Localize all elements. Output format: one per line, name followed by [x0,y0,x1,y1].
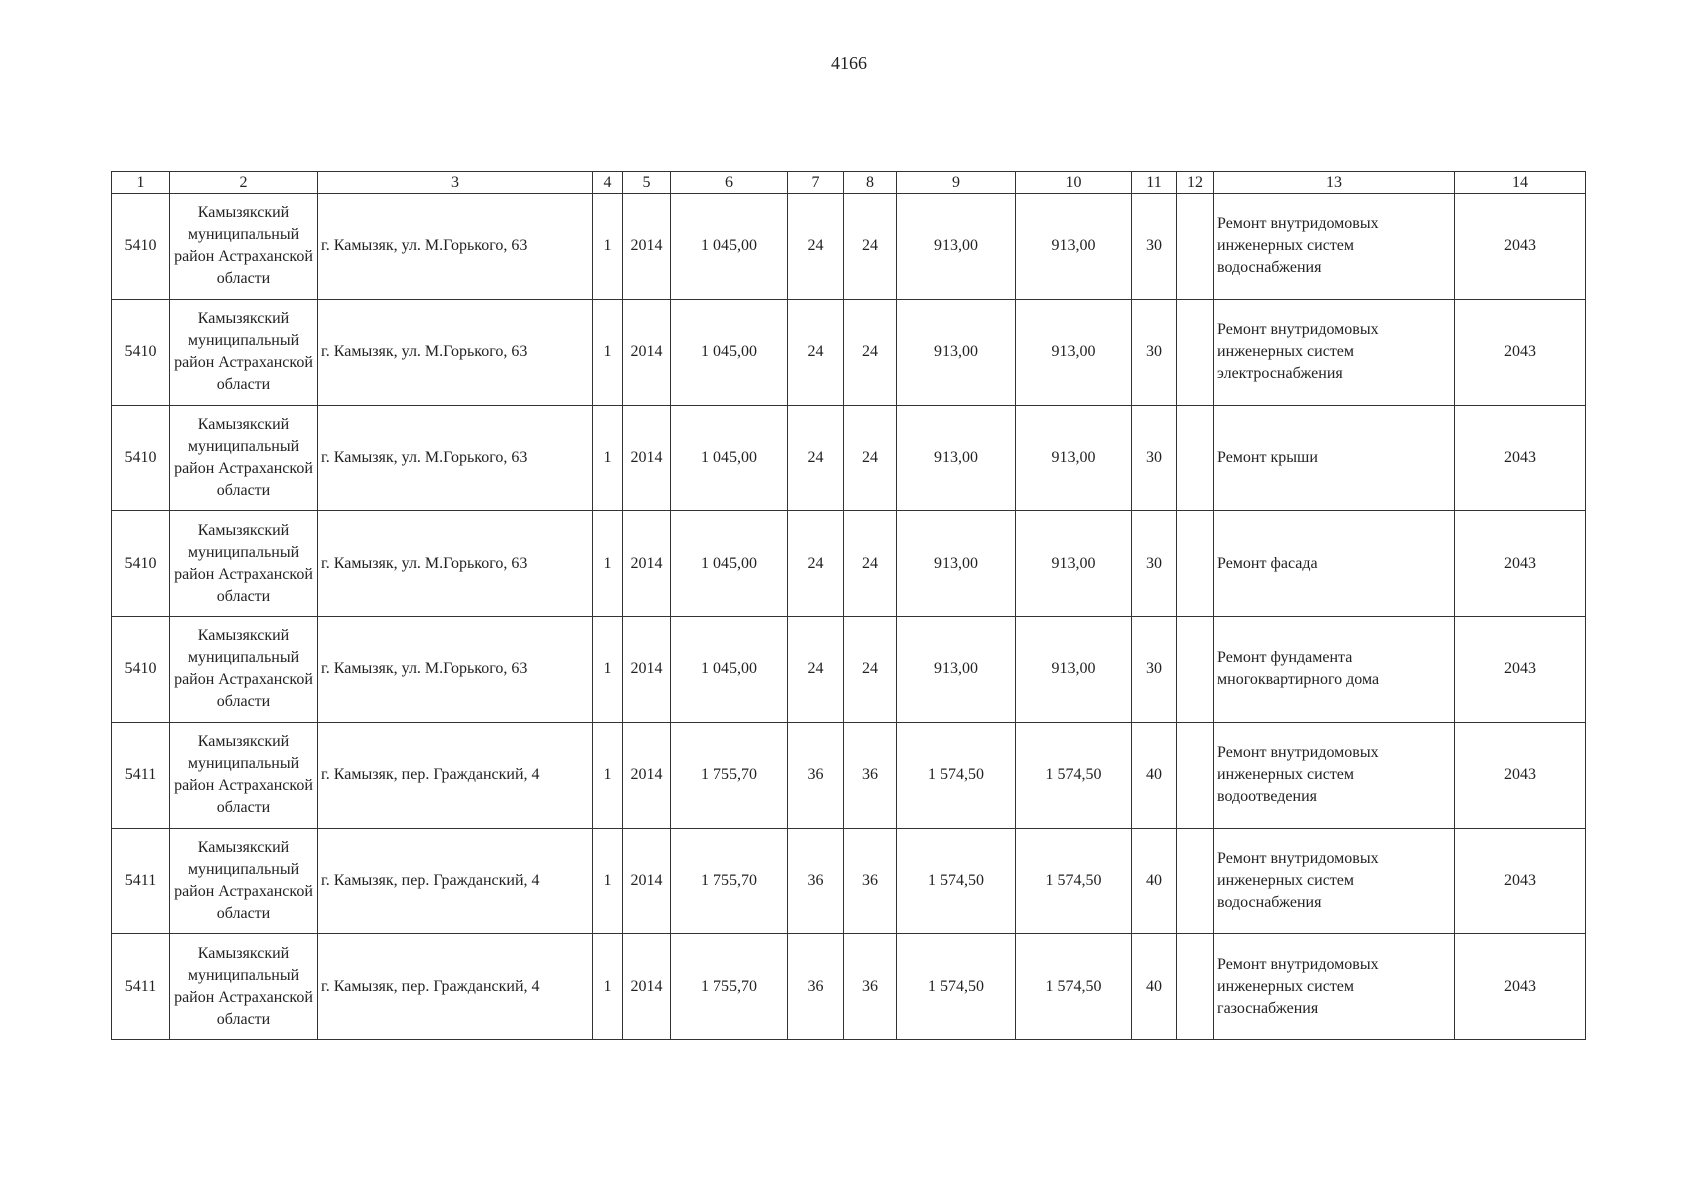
col7-cell: 36 [788,722,844,828]
district-cell: Камызякский муниципальный район Астраханской области [170,194,318,300]
table-row [112,617,1586,723]
col11-cell: 30 [1132,405,1177,511]
col8-cell: 24 [844,511,897,617]
col11-cell: 40 [1132,722,1177,828]
year-cell: 2014 [623,722,671,828]
page-number: 4166 [831,53,867,73]
address-cell: г. Камызяк, пер. Гражданский, 4 [318,828,593,934]
area-cell: 1 755,70 [671,722,788,828]
col10-cell: 1 574,50 [1016,828,1132,934]
year-cell: 2014 [623,511,671,617]
col10-cell: 913,00 [1016,511,1132,617]
col7-cell: 24 [788,405,844,511]
col10-cell: 1 574,50 [1016,722,1132,828]
year-cell: 2014 [623,299,671,405]
work-type-cell: Ремонт внутридомовых инженерных систем водоснабжения [1214,194,1455,300]
col9-cell: 913,00 [897,405,1016,511]
col4-cell: 1 [593,511,623,617]
row-id-cell: 5411 [112,828,170,934]
work-type-cell: Ремонт фундамента многоквартирного дома [1214,617,1455,723]
row-id-cell: 5411 [112,722,170,828]
row-id-cell: 5410 [112,511,170,617]
column-header: 9 [897,172,1016,194]
col12-cell [1177,511,1214,617]
address-cell: г. Камызяк, ул. М.Горького, 63 [318,511,593,617]
address-cell: г. Камызяк, ул. М.Горького, 63 [318,194,593,300]
end-year-cell: 2043 [1455,617,1586,723]
work-type-cell: Ремонт внутридомовых инженерных систем водоснабжения [1214,828,1455,934]
table-row [112,194,1586,300]
col12-cell [1177,828,1214,934]
address-cell: г. Камызяк, ул. М.Горького, 63 [318,405,593,511]
column-header: 4 [593,172,623,194]
column-header: 1 [112,172,170,194]
col12-cell [1177,722,1214,828]
col7-cell: 24 [788,511,844,617]
col9-cell: 913,00 [897,617,1016,723]
col12-cell [1177,194,1214,300]
col11-cell: 30 [1132,299,1177,405]
col10-cell: 913,00 [1016,194,1132,300]
area-cell: 1 045,00 [671,299,788,405]
col9-cell: 1 574,50 [897,828,1016,934]
col9-cell: 1 574,50 [897,934,1016,1040]
column-header: 10 [1016,172,1132,194]
column-header: 11 [1132,172,1177,194]
col11-cell: 40 [1132,934,1177,1040]
table-row [112,722,1586,828]
end-year-cell: 2043 [1455,405,1586,511]
col4-cell: 1 [593,617,623,723]
table-row [112,299,1586,405]
col4-cell: 1 [593,405,623,511]
work-type-cell: Ремонт внутридомовых инженерных систем водоотведения [1214,722,1455,828]
column-header: 2 [170,172,318,194]
col4-cell: 1 [593,828,623,934]
header-row [112,172,1586,194]
year-cell: 2014 [623,617,671,723]
row-id-cell: 5410 [112,194,170,300]
row-id-cell: 5410 [112,299,170,405]
col4-cell: 1 [593,194,623,300]
year-cell: 2014 [623,194,671,300]
address-cell: г. Камызяк, пер. Гражданский, 4 [318,934,593,1040]
col9-cell: 913,00 [897,194,1016,300]
registry-table [111,171,1586,1040]
col11-cell: 40 [1132,828,1177,934]
table-row [112,934,1586,1040]
col12-cell [1177,405,1214,511]
end-year-cell: 2043 [1455,722,1586,828]
col12-cell [1177,934,1214,1040]
column-header: 8 [844,172,897,194]
year-cell: 2014 [623,828,671,934]
col9-cell: 1 574,50 [897,722,1016,828]
column-header: 14 [1455,172,1586,194]
col7-cell: 36 [788,934,844,1040]
area-cell: 1 045,00 [671,511,788,617]
col10-cell: 913,00 [1016,405,1132,511]
col8-cell: 36 [844,934,897,1040]
area-cell: 1 045,00 [671,617,788,723]
row-id-cell: 5411 [112,934,170,1040]
row-id-cell: 5410 [112,617,170,723]
work-type-cell: Ремонт внутридомовых инженерных систем электроснабжения [1214,299,1455,405]
address-cell: г. Камызяк, ул. М.Горького, 63 [318,617,593,723]
address-cell: г. Камызяк, ул. М.Горького, 63 [318,299,593,405]
col8-cell: 24 [844,405,897,511]
col9-cell: 913,00 [897,299,1016,405]
end-year-cell: 2043 [1455,299,1586,405]
column-header: 12 [1177,172,1214,194]
table-row [112,405,1586,511]
col10-cell: 913,00 [1016,299,1132,405]
district-cell: Камызякский муниципальный район Астраханской области [170,934,318,1040]
col9-cell: 913,00 [897,511,1016,617]
col11-cell: 30 [1132,511,1177,617]
address-cell: г. Камызяк, пер. Гражданский, 4 [318,722,593,828]
column-header: 5 [623,172,671,194]
area-cell: 1 045,00 [671,405,788,511]
district-cell: Камызякский муниципальный район Астраханской области [170,299,318,405]
district-cell: Камызякский муниципальный район Астраханской области [170,511,318,617]
district-cell: Камызякский муниципальный район Астраханской области [170,617,318,723]
year-cell: 2014 [623,405,671,511]
col8-cell: 36 [844,722,897,828]
col4-cell: 1 [593,299,623,405]
end-year-cell: 2043 [1455,934,1586,1040]
column-header: 7 [788,172,844,194]
district-cell: Камызякский муниципальный район Астраханской области [170,405,318,511]
work-type-cell: Ремонт крыши [1214,405,1455,511]
area-cell: 1 045,00 [671,194,788,300]
col11-cell: 30 [1132,617,1177,723]
table-row [112,511,1586,617]
table-row [112,828,1586,934]
col8-cell: 24 [844,194,897,300]
col7-cell: 36 [788,828,844,934]
col12-cell [1177,299,1214,405]
column-header: 6 [671,172,788,194]
column-header: 13 [1214,172,1455,194]
col4-cell: 1 [593,934,623,1040]
area-cell: 1 755,70 [671,934,788,1040]
table-body [112,194,1586,1040]
col11-cell: 30 [1132,194,1177,300]
col8-cell: 24 [844,299,897,405]
year-cell: 2014 [623,934,671,1040]
col8-cell: 24 [844,617,897,723]
col8-cell: 36 [844,828,897,934]
work-type-cell: Ремонт фасада [1214,511,1455,617]
end-year-cell: 2043 [1455,828,1586,934]
col12-cell [1177,617,1214,723]
row-id-cell: 5410 [112,405,170,511]
end-year-cell: 2043 [1455,194,1586,300]
col7-cell: 24 [788,299,844,405]
col10-cell: 1 574,50 [1016,934,1132,1040]
end-year-cell: 2043 [1455,511,1586,617]
district-cell: Камызякский муниципальный район Астраханской области [170,828,318,934]
col7-cell: 24 [788,194,844,300]
area-cell: 1 755,70 [671,828,788,934]
col4-cell: 1 [593,722,623,828]
district-cell: Камызякский муниципальный район Астраханской области [170,722,318,828]
column-header: 3 [318,172,593,194]
col10-cell: 913,00 [1016,617,1132,723]
col7-cell: 24 [788,617,844,723]
work-type-cell: Ремонт внутридомовых инженерных систем газоснабжения [1214,934,1455,1040]
